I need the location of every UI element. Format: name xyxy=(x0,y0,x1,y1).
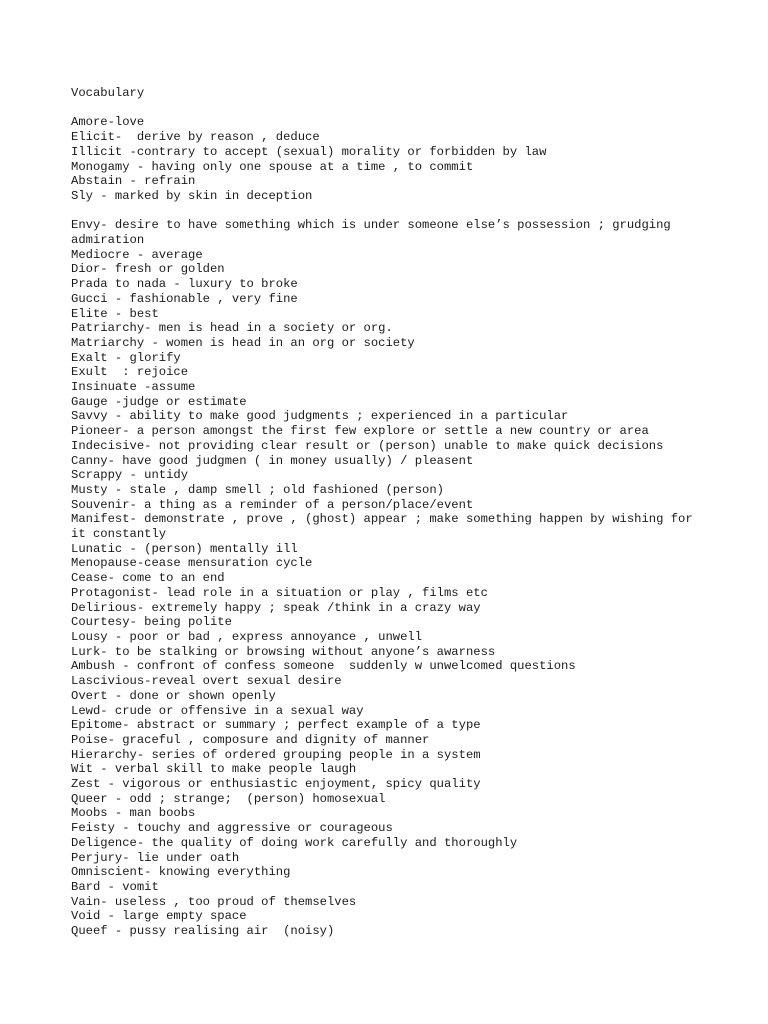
document-title: Vocabulary xyxy=(71,86,145,100)
vocabulary-entry: Cease- come to an end xyxy=(71,571,225,586)
vocabulary-entry: Dior- fresh or golden xyxy=(71,262,225,277)
vocabulary-entry: Zest - vigorous or enthusiastic enjoyment, spicy quality xyxy=(71,777,481,792)
vocabulary-entry: Queef - pussy realising air (noisy) xyxy=(71,924,335,939)
vocabulary-entry: Poise- graceful , composure and dignity of manner xyxy=(71,732,430,747)
vocabulary-entry: Savvy - ability to make good judgments ; experienced in a particular xyxy=(71,409,569,424)
vocabulary-entry: Lewd- crude or offensive in a sexual way xyxy=(71,703,364,718)
vocabulary-entry: Souvenir- a thing as a reminder of a person/place/event xyxy=(71,497,474,512)
vocabulary-list xyxy=(71,115,711,938)
vocabulary-entry: Delirious- extremely happy ; speak /think in a crazy way xyxy=(71,600,481,615)
blank-line xyxy=(71,101,711,116)
vocabulary-entry: Courtesy- being polite xyxy=(71,615,232,630)
vocabulary-entry: Prada to nada - luxury to broke xyxy=(71,277,298,292)
vocabulary-entry: Gucci - fashionable , very fine xyxy=(71,291,298,306)
vocabulary-entry: Elicit- derive by reason , deduce xyxy=(71,130,320,145)
vocabulary-entry: Monogamy - having only one spouse at a time , to commit xyxy=(71,159,474,174)
vocabulary-entry: Hierarchy- series of ordered grouping people in a system xyxy=(71,747,481,762)
vocabulary-entry: Menopause-cease mensuration cycle xyxy=(71,556,313,571)
vocabulary-entry: Exult : rejoice xyxy=(71,365,189,380)
vocabulary-entry: Sly - marked by skin in deception xyxy=(71,188,313,203)
vocabulary-entry: Patriarchy- men is head in a society or org. xyxy=(71,321,393,336)
vocabulary-entry: Amore-love xyxy=(71,115,145,130)
vocabulary-entry: Void - large empty space xyxy=(71,909,247,924)
vocabulary-entry: Feisty - touchy and aggressive or courageous xyxy=(71,821,393,836)
vocabulary-entry: Moobs - man boobs xyxy=(71,806,196,821)
vocabulary-entry: Envy- desire to have something which is under someone else’s possession ; grudging admiration xyxy=(71,218,679,248)
vocabulary-entry: Protagonist- lead role in a situation or play , films etc xyxy=(71,585,488,600)
vocabulary-entry: Musty - stale , damp smell ; old fashioned (person) xyxy=(71,482,444,497)
vocabulary-entry: Exalt - glorify xyxy=(71,350,181,365)
vocabulary-entry: Matriarchy - women is head in an org or society xyxy=(71,335,415,350)
vocabulary-entry: Queer - odd ; strange; (person) homosexual xyxy=(71,791,386,806)
vocabulary-entry: Pioneer- a person amongst the first few explore or settle a new country or area xyxy=(71,424,649,439)
vocabulary-entry: Insinuate -assume xyxy=(71,380,196,395)
vocabulary-entry: Lunatic - (person) mentally ill xyxy=(71,541,298,556)
vocabulary-entry: Lurk- to be stalking or browsing without anyone’s awarness xyxy=(71,644,496,659)
vocabulary-entry: Ambush - confront of confess someone suddenly w unwelcomed questions xyxy=(71,659,576,674)
vocabulary-entry: Perjury- lie under oath xyxy=(71,850,240,865)
vocabulary-entry: ￼ xyxy=(71,203,79,218)
vocabulary-entry: Mediocre - average xyxy=(71,247,203,262)
vocabulary-entry: Vain- useless , too proud of themselves xyxy=(71,894,357,909)
vocabulary-entry: Overt - done or shown openly xyxy=(71,688,276,703)
vocabulary-entry: Wit - verbal skill to make people laugh xyxy=(71,762,357,777)
vocabulary-entry: Abstain - refrain xyxy=(71,174,196,189)
vocabulary-entry: Deligence- the quality of doing work carefully and thoroughly xyxy=(71,835,518,850)
vocabulary-entry: Indecisive- not providing clear result or (person) unable to make quick decisions xyxy=(71,438,664,453)
vocabulary-entry: Canny- have good judgmen ( in money usually) / pleasent xyxy=(71,453,474,468)
vocabulary-entry: Elite - best xyxy=(71,306,159,321)
vocabulary-entry: Epitome- abstract or summary ; perfect example of a type xyxy=(71,718,481,733)
vocabulary-entry: Lascivious-reveal overt sexual desire xyxy=(71,674,342,689)
vocabulary-entry: Gauge -judge or estimate xyxy=(71,394,247,409)
vocabulary-entry: Manifest- demonstrate , prove , (ghost) appear ; make something happen by wishing for it constantly xyxy=(71,512,700,542)
vocabulary-entry: Omniscient- knowing everything xyxy=(71,865,291,880)
vocabulary-entry: Bard - vomit xyxy=(71,879,159,894)
document-page xyxy=(71,86,711,939)
vocabulary-entry: Lousy - poor or bad , express annoyance , unwell xyxy=(71,630,423,644)
vocabulary-entry: Scrappy - untidy xyxy=(71,468,189,483)
vocabulary-entry: Illicit -contrary to accept (sexual) morality or forbidden by law xyxy=(71,144,547,159)
